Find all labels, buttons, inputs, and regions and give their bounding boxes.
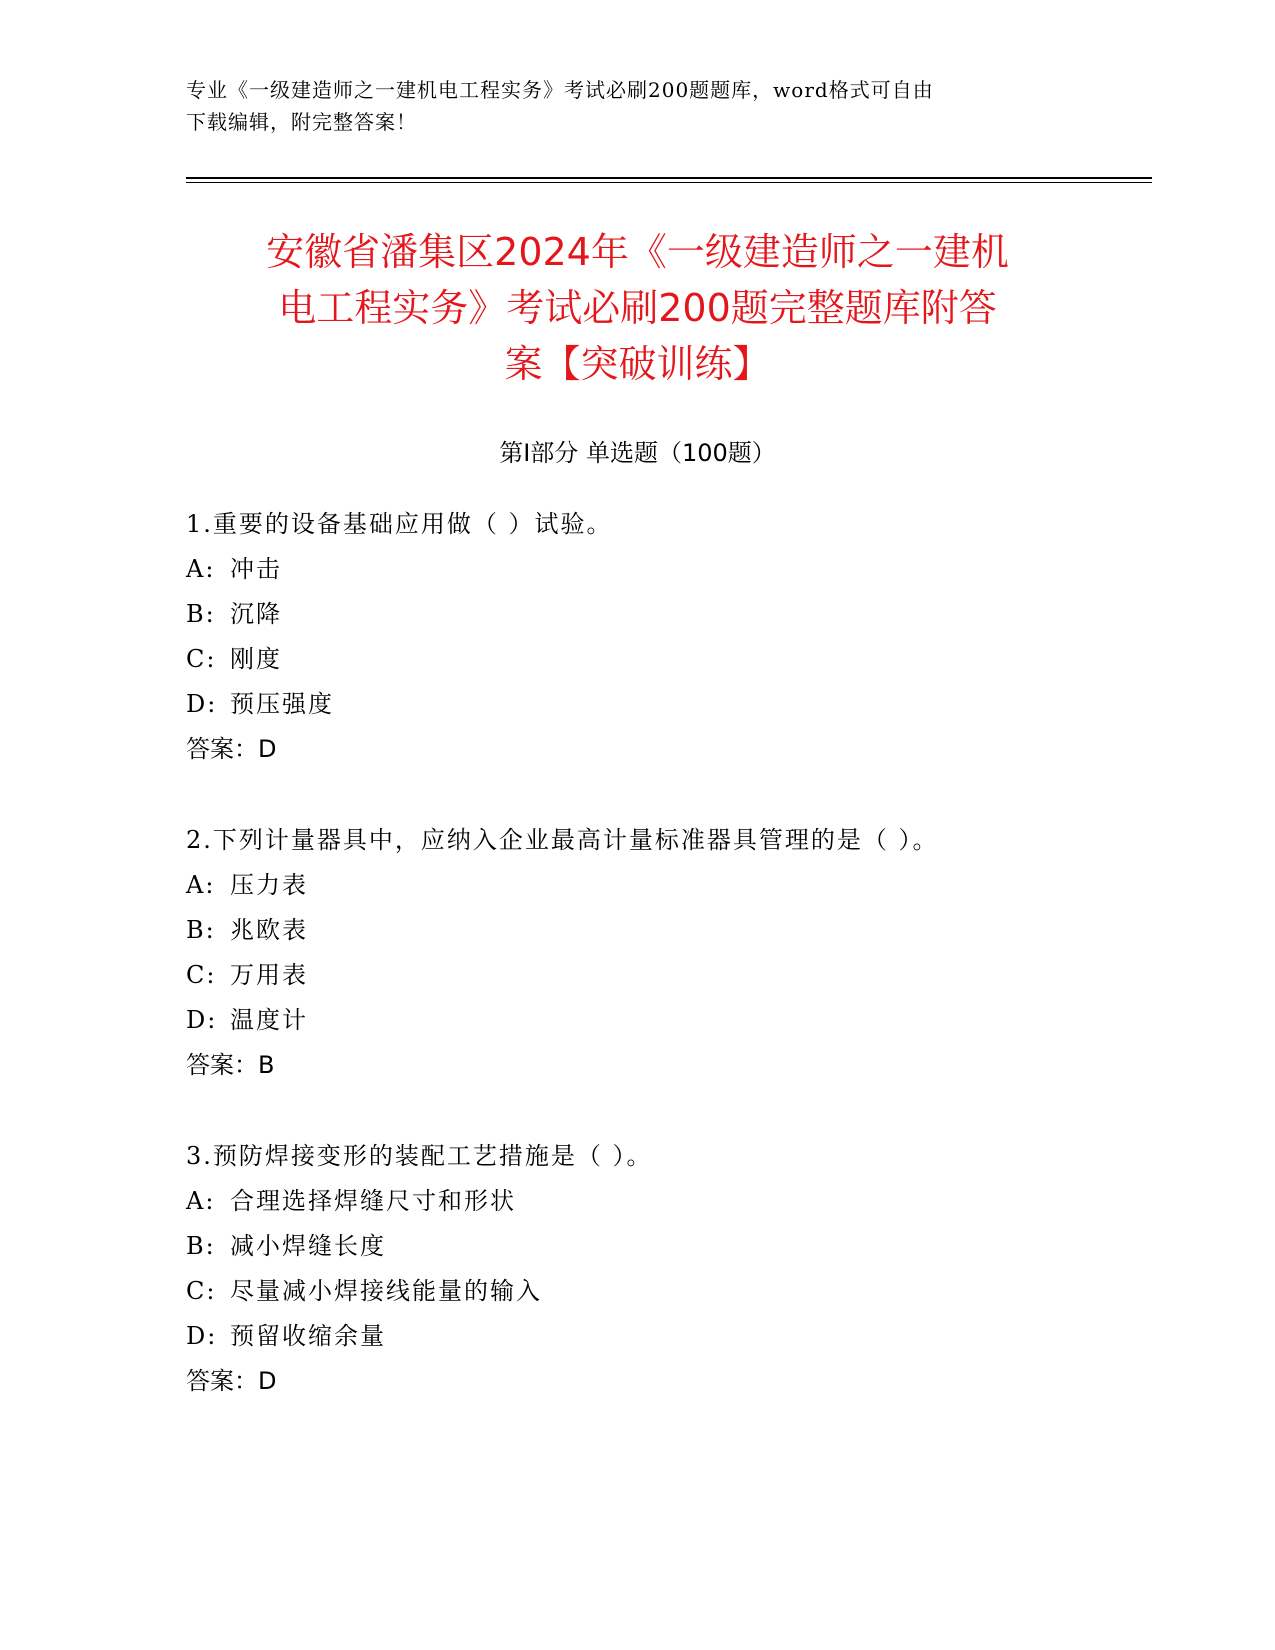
option-key: D:: [186, 1322, 218, 1350]
option-key: A:: [186, 1187, 216, 1215]
option-key: D:: [186, 1006, 218, 1034]
option-text: 预压强度: [230, 690, 334, 718]
header-divider-thick: [186, 177, 1152, 179]
answer: 答案：B: [186, 1051, 275, 1079]
question-3: [186, 1134, 1126, 1404]
document-title-line-3: 案【突破训练】: [504, 342, 771, 386]
option-c: [186, 637, 1126, 682]
option-text: 减小焊缝长度: [230, 1232, 386, 1260]
option-a: [186, 863, 1126, 908]
option-text: 刚度: [230, 645, 282, 673]
option-b: [186, 908, 1126, 953]
header-note-line-1: 专业《一级建造师之一建机电工程实务》考试必刷200题题库，word格式可自由: [186, 78, 934, 102]
option-key: A:: [186, 555, 216, 583]
option-c: [186, 953, 1126, 998]
option-key: C:: [186, 961, 217, 989]
document-title-line-1: 安徽省潘集区2024年《一级建造师之一建机: [266, 230, 1009, 274]
question-stem: 1.重要的设备基础应用做（ ）试验。: [186, 510, 613, 538]
question-stem: 3.预防焊接变形的装配工艺措施是（ ）。: [186, 1142, 653, 1170]
option-text: 压力表: [230, 871, 308, 899]
section-title: 第Ⅰ部分 单选题（100题）: [499, 439, 776, 467]
option-text: 合理选择焊缝尺寸和形状: [230, 1187, 516, 1215]
option-text: 万用表: [230, 961, 308, 989]
option-text: 兆欧表: [230, 916, 308, 944]
option-d: [186, 682, 1126, 727]
question-1: [186, 502, 1126, 772]
option-text: 温度计: [230, 1006, 308, 1034]
option-text: 冲击: [230, 555, 282, 583]
header-divider-thin: [186, 182, 1152, 183]
option-key: C:: [186, 1277, 217, 1305]
option-key: B:: [186, 916, 216, 944]
question-stem: 2.下列计量器具中，应纳入企业最高计量标准器具管理的是（ ）。: [186, 826, 939, 854]
document-title-line-2: 电工程实务》考试必刷200题完整题库附答: [278, 286, 997, 330]
option-key: C:: [186, 645, 217, 673]
option-text: 尽量减小焊接线能量的输入: [230, 1277, 542, 1305]
option-text: 沉降: [230, 600, 282, 628]
option-b: [186, 592, 1126, 637]
option-c: [186, 1269, 1126, 1314]
option-a: [186, 547, 1126, 592]
option-d: [186, 998, 1126, 1043]
option-text: 预留收缩余量: [230, 1322, 386, 1350]
document-title: [170, 224, 1105, 392]
option-key: A:: [186, 871, 216, 899]
option-key: D:: [186, 690, 218, 718]
question-2: [186, 818, 1126, 1088]
option-b: [186, 1224, 1126, 1269]
header-note-line-2: 下载编辑，附完整答案！: [186, 110, 417, 134]
answer: 答案：D: [186, 735, 277, 763]
header-note: [186, 74, 1066, 138]
option-a: [186, 1179, 1126, 1224]
option-key: B:: [186, 600, 216, 628]
answer: 答案：D: [186, 1367, 277, 1395]
option-key: B:: [186, 1232, 216, 1260]
option-d: [186, 1314, 1126, 1359]
